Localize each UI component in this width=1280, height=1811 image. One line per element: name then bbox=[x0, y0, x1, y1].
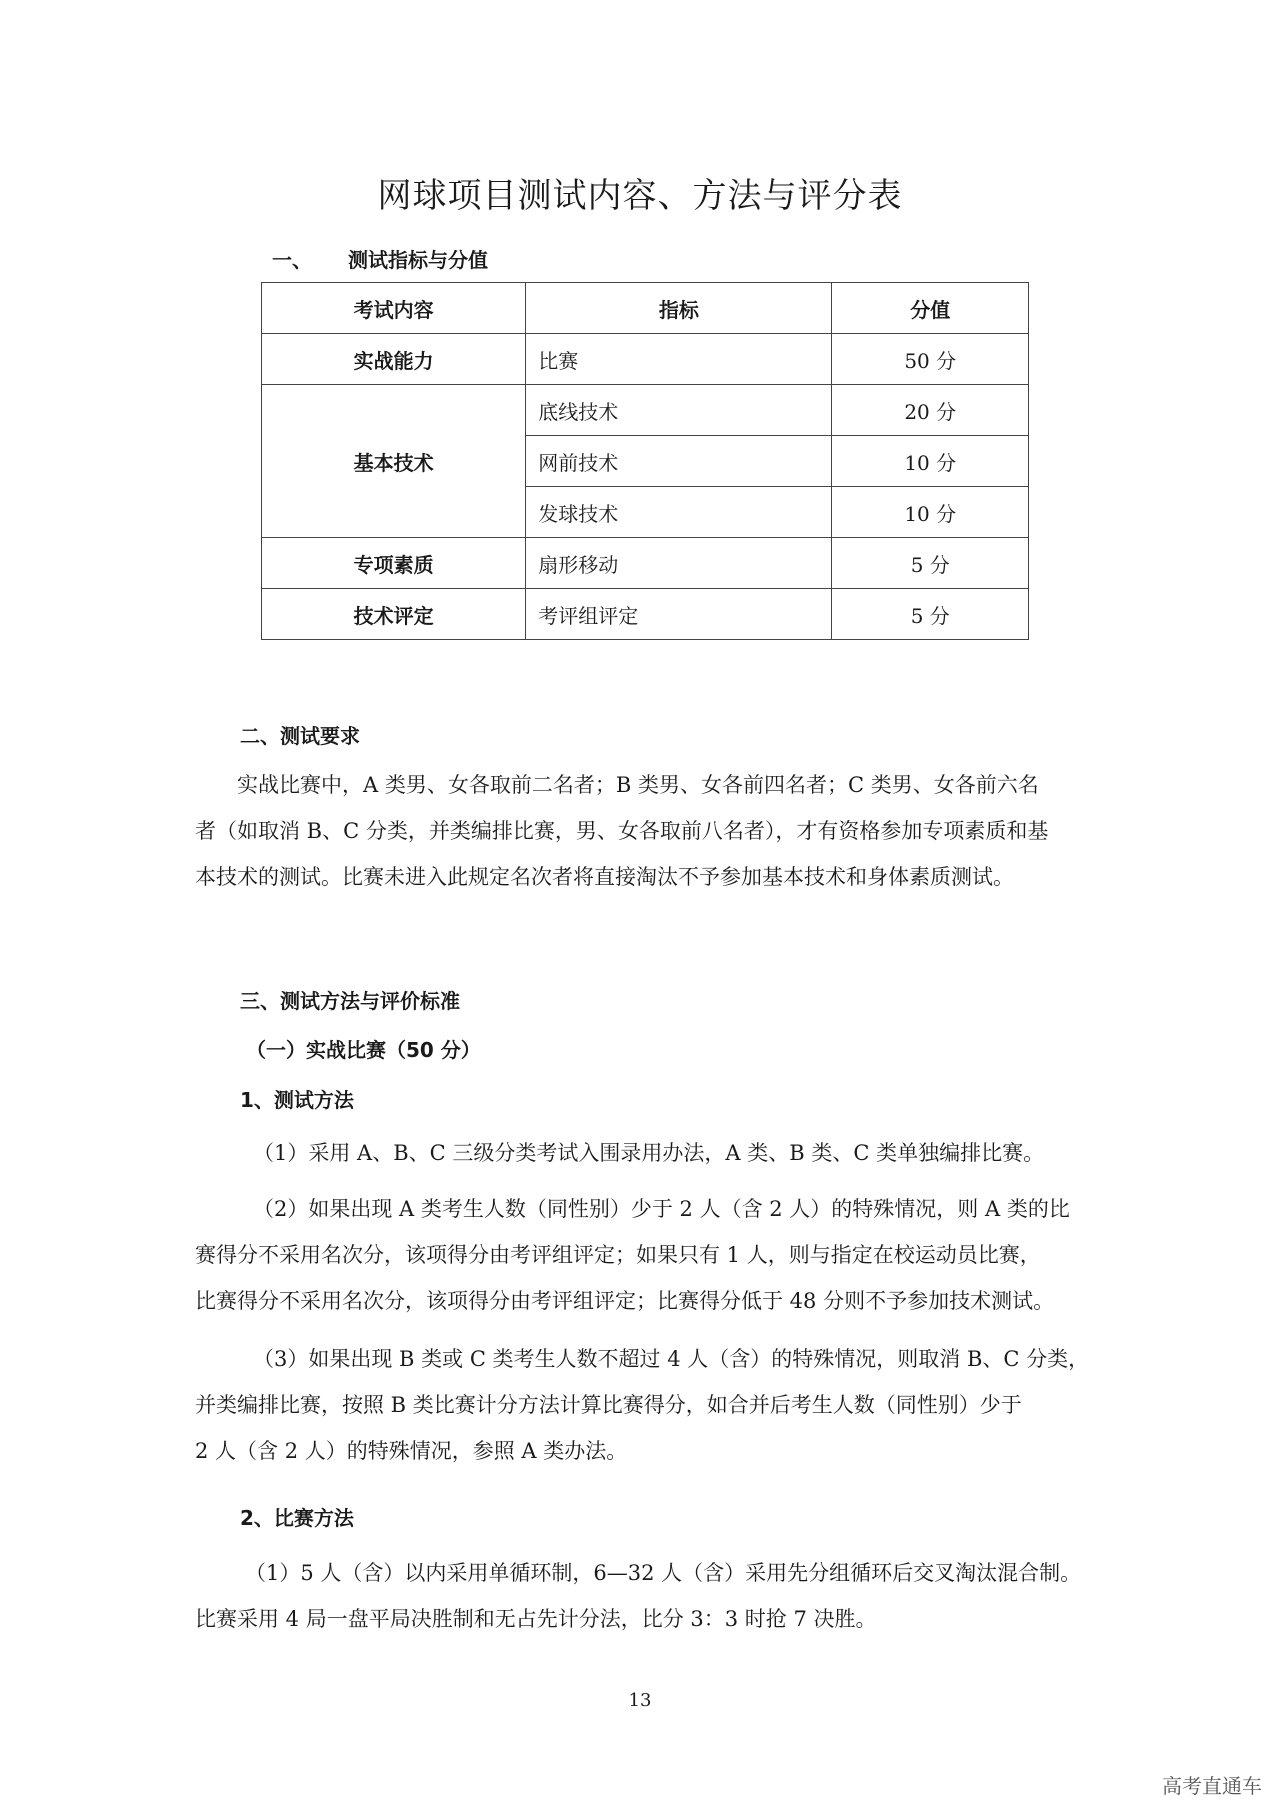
section3-heading: 三、测试方法与评价标准 bbox=[240, 989, 460, 1013]
table-row bbox=[262, 538, 1029, 589]
section1-heading: 测试指标与分值 bbox=[348, 248, 488, 272]
text-line: 比赛采用 4 局一盘平局决胜制和无占先计分法，比分 3：3 时抢 7 决胜。 bbox=[195, 1607, 877, 1631]
text-line: 本技术的测试。比赛未进入此规定名次者将直接淘汰不予参加基本技术和身体素质测试。 bbox=[195, 865, 1014, 889]
table-row bbox=[262, 385, 1029, 436]
match-heading: 2、比赛方法 bbox=[240, 1506, 354, 1530]
table-cell-indicator: 比赛 bbox=[526, 334, 832, 385]
table-header-indicator: 指标 bbox=[526, 283, 832, 334]
table-cell-category: 技术评定 bbox=[262, 589, 526, 640]
table-cell-indicator: 发球技术 bbox=[526, 487, 832, 538]
paragraph-2 bbox=[195, 1186, 1095, 1324]
paragraph-3 bbox=[195, 1336, 1095, 1474]
table-cell-category: 专项素质 bbox=[262, 538, 526, 589]
section1-number: 一、 bbox=[272, 248, 312, 272]
text-line: （3）如果出现 B 类或 C 类考生人数不超过 4 人（含）的特殊情况，则取消 B、C 分类， bbox=[253, 1347, 1090, 1371]
section3-sub1: （一）实战比赛（50 分） bbox=[246, 1038, 481, 1062]
table-cell-category: 基本技术 bbox=[262, 385, 526, 538]
table-cell-value: 10 分 bbox=[832, 436, 1029, 487]
score-table bbox=[261, 282, 1029, 640]
table-cell-value: 20 分 bbox=[832, 385, 1029, 436]
paragraph-1 bbox=[195, 1130, 1095, 1176]
table-cell-indicator: 底线技术 bbox=[526, 385, 832, 436]
table-cell-indicator: 网前技术 bbox=[526, 436, 832, 487]
text-line: 2 人（含 2 人）的特殊情况，参照 A 类办法。 bbox=[195, 1439, 628, 1463]
text-line: 赛得分不采用名次分，该项得分由考评组评定；如果只有 1 人，则与指定在校运动员比赛， bbox=[195, 1243, 1041, 1267]
table-cell-value: 50 分 bbox=[832, 334, 1029, 385]
table-cell-value: 5 分 bbox=[832, 589, 1029, 640]
method-heading: 1、测试方法 bbox=[240, 1088, 354, 1112]
text-line: 者（如取消 B、C 分类，并类编排比赛，男、女各取前八名者），才有资格参加专项素质和基 bbox=[195, 819, 1049, 843]
text-line: （1）采用 A、B、C 三级分类考试入围录用办法，A 类、B 类、C 类单独编排比赛。 bbox=[253, 1141, 1045, 1165]
table-cell-value: 5 分 bbox=[832, 538, 1029, 589]
text-line: 并类编排比赛，按照 B 类比赛计分方法计算比赛得分，如合并后考生人数（同性别）少于 bbox=[195, 1393, 1022, 1417]
table-row bbox=[262, 334, 1029, 385]
table-cell-indicator: 扇形移动 bbox=[526, 538, 832, 589]
page-number: 13 bbox=[628, 1690, 652, 1711]
paragraph-4 bbox=[195, 1550, 1095, 1642]
text-line: 实战比赛中，A 类男、女各取前二名者；B 类男、女各前四名者；C 类男、女各前六名 bbox=[237, 773, 1039, 797]
watermark: 高考直通车 bbox=[1162, 1774, 1262, 1798]
table-cell-category: 实战能力 bbox=[262, 334, 526, 385]
table-header-row bbox=[262, 283, 1029, 334]
text-line: （1）5 人（含）以内采用单循环制，6—32 人（含）采用先分组循环后交叉淘汰混合制。 bbox=[245, 1561, 1082, 1585]
page-title: 网球项目测试内容、方法与评分表 bbox=[377, 176, 903, 216]
text-line: （2）如果出现 A 类考生人数（同性别）少于 2 人（含 2 人）的特殊情况，则 A 类的比 bbox=[253, 1197, 1070, 1221]
table-row bbox=[262, 589, 1029, 640]
table-header-value: 分值 bbox=[832, 283, 1029, 334]
section2-heading: 二、测试要求 bbox=[240, 724, 360, 748]
table-cell-indicator: 考评组评定 bbox=[526, 589, 832, 640]
section2-paragraph bbox=[195, 762, 1095, 900]
table-cell-value: 10 分 bbox=[832, 487, 1029, 538]
table-header-content: 考试内容 bbox=[262, 283, 526, 334]
text-line: 比赛得分不采用名次分，该项得分由考评组评定；比赛得分低于 48 分则不予参加技术测试。 bbox=[195, 1289, 1055, 1313]
